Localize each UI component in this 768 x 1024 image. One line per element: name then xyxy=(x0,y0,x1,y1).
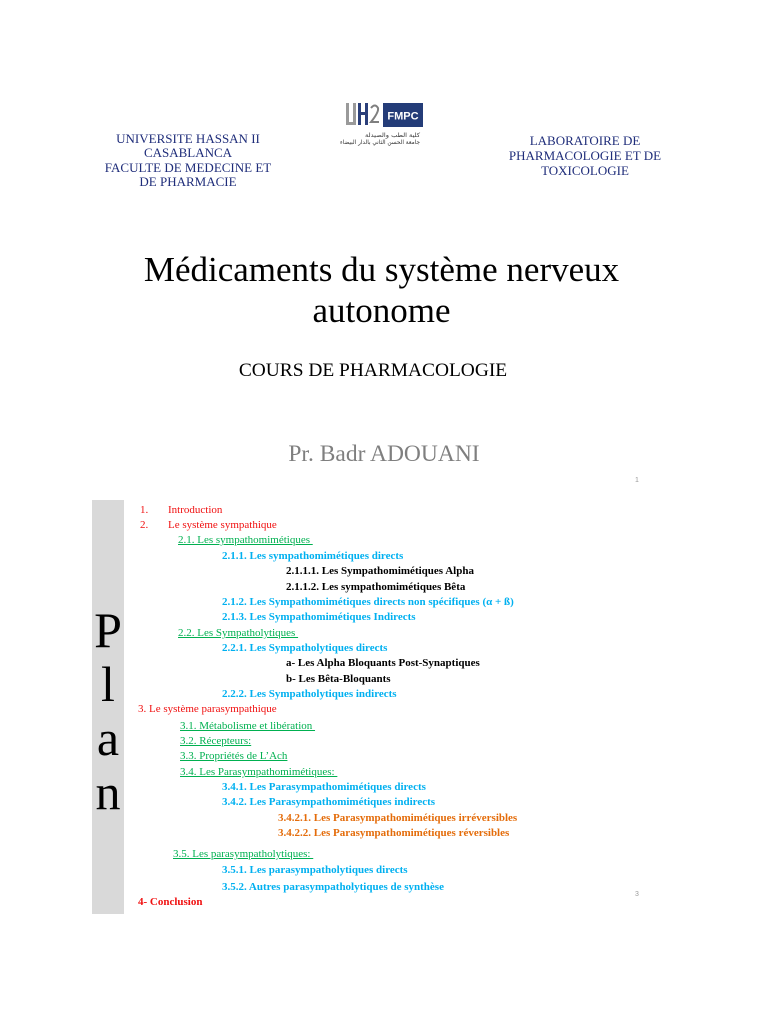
outline-item-level3: 2.1.3. Les Sympathomimétiques Indirects xyxy=(222,611,416,623)
university-block xyxy=(88,132,288,190)
outline-item-level3: 3.4.1. Les Parasympathomimétiques directs xyxy=(222,781,426,793)
university-line: DE PHARMACIE xyxy=(139,174,237,190)
logo-acronym: FMPC xyxy=(387,110,419,123)
outline-item-level3: 2.2.1. Les Sympatholytiques directs xyxy=(222,642,388,654)
outline-item-number: 1. xyxy=(140,504,149,516)
outline-item-level3: 2.1.2. Les Sympathomimétiques directs non spécifiques (α + ß) xyxy=(222,596,514,608)
outline-item-parasympathetic: 3. Le système parasympathique xyxy=(138,703,277,715)
outline-item-level2: 3.4. Les Parasympathomimétiques: xyxy=(180,766,338,778)
outline-item-level2: 2.2. Les Sympatholytiques xyxy=(178,627,299,639)
outline-item-level3: 3.4.2. Les Parasympathomimétiques indirects xyxy=(222,796,436,808)
author-name: Pr. Badr ADOUANI xyxy=(288,441,480,467)
title-line: autonome xyxy=(312,291,451,330)
laboratory-line: TOXICOLOGIE xyxy=(541,163,629,178)
university-line: UNIVERSITE HASSAN II xyxy=(116,131,260,146)
plan-side-label: Plan xyxy=(94,602,122,820)
page-number: 3 xyxy=(635,891,639,898)
laboratory-line: LABORATOIRE DE xyxy=(529,133,641,148)
course-subtitle: COURS DE PHARMACOLOGIE xyxy=(238,360,508,381)
outline-item-level2: 2.1. Les sympathomimétiques xyxy=(178,534,313,546)
university-emblem-icon xyxy=(346,103,379,125)
outline-item-level4: 2.1.1.2. Les sympathomimétiques Bêta xyxy=(286,581,466,593)
document-title xyxy=(0,249,763,331)
outline-item-level3: 3.5.1. Les parasympatholytiques directs xyxy=(222,864,408,876)
outline-item-level3: 2.2.2. Les Sympatholytiques indirects xyxy=(222,688,397,700)
outline-item-level4: 2.1.1.1. Les Sympathomimétiques Alpha xyxy=(286,565,474,577)
outline-item-level3: 3.5.2. Autres parasympatholytiques de synthèse xyxy=(222,881,444,893)
logo-arabic-line: كلية الطب والصيدلة xyxy=(365,132,421,139)
title-line: Médicaments du système nerveux xyxy=(143,250,620,289)
logo-arabic-line: جامعة الحسن الثاني بالدار البيضاء xyxy=(340,139,421,146)
laboratory-line: PHARMACOLOGIE ET DE xyxy=(508,148,662,163)
outline-item-introduction: Introduction xyxy=(168,504,223,516)
outline-item-number: 2. xyxy=(140,519,149,531)
university-line: FACULTE DE MEDECINE ET xyxy=(104,159,272,175)
outline-item-level2: 3.5. Les parasympatholytiques: xyxy=(173,848,314,860)
outline-item-level4: b- Les Bêta-Bloquants xyxy=(286,673,391,685)
fmpc-logo xyxy=(338,98,428,148)
outline-item-level2: 3.3. Propriétés de L’Ach xyxy=(180,750,288,762)
outline-item-level3: 2.1.1. Les sympathomimétiques directs xyxy=(222,550,404,562)
outline-item-level2: 3.1. Métabolisme et libération xyxy=(180,720,316,732)
page-number: 1 xyxy=(635,477,639,484)
outline-item-level2: 3.2. Récepteurs: xyxy=(180,735,252,747)
outline-item-level4: 3.4.2.1. Les Parasympathomimétiques irréversibles xyxy=(278,812,518,824)
university-line: CASABLANCA xyxy=(143,145,233,161)
outline-item-conclusion: 4- Conclusion xyxy=(138,896,203,908)
outline-item-level4: a- Les Alpha Bloquants Post-Synaptiques xyxy=(286,657,480,669)
laboratory-block xyxy=(485,133,685,178)
outline-item-sympathetic: Le système sympathique xyxy=(168,519,277,531)
outline-item-level4: 3.4.2.2. Les Parasympathomimétiques réversibles xyxy=(278,827,510,839)
